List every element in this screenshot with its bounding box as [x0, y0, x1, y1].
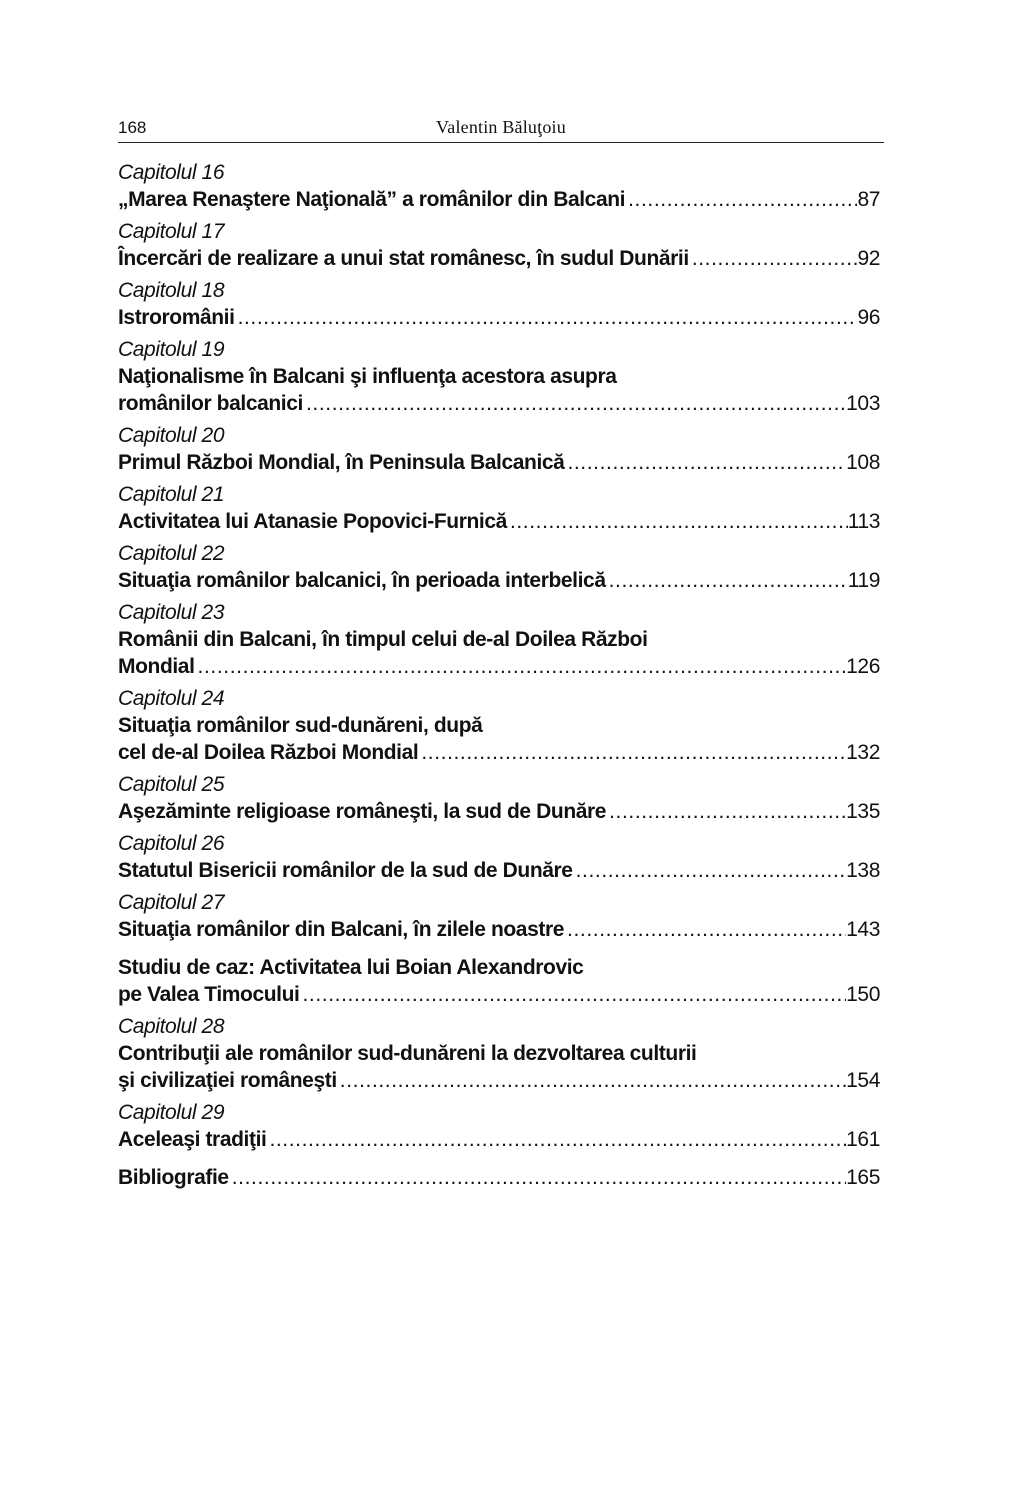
page-ref: 126	[846, 655, 880, 678]
chapter-label: Capitolul 24	[118, 687, 225, 710]
page-ref: 150	[846, 983, 880, 1006]
chapter-label: Capitolul 17	[118, 220, 225, 243]
toc-entry	[118, 481, 880, 540]
toc-entry	[118, 1164, 880, 1196]
page-ref: 165	[846, 1166, 880, 1189]
running-header	[118, 116, 884, 143]
toc-entry	[118, 422, 880, 481]
chapter-title-line: Statutul Bisericii românilor de la sud de Dunăre	[118, 859, 573, 882]
chapter-title-row	[118, 857, 880, 884]
chapter-title-row	[118, 508, 880, 535]
chapter-label: Capitolul 27	[118, 891, 225, 914]
dot-leader	[507, 508, 848, 535]
chapter-label: Capitolul 20	[118, 424, 225, 447]
page-number: 168	[118, 118, 147, 137]
dot-leader	[195, 653, 847, 680]
chapter-title-line: Contribuţii ale românilor sud-dunăreni la dezvoltarea culturii	[118, 1042, 697, 1065]
dot-leader	[303, 390, 846, 417]
dot-leader	[235, 304, 858, 331]
chapter-title-row	[118, 798, 880, 825]
chapter-label: Capitolul 22	[118, 542, 225, 565]
chapter-label: Capitolul 23	[118, 601, 225, 624]
chapter-title-line: Aceleaşi tradiţii	[118, 1128, 267, 1151]
chapter-title-line: Situaţia românilor din Balcani, în zilele noastre	[118, 918, 565, 941]
toc-entry	[118, 540, 880, 599]
chapter-title-row	[118, 245, 880, 272]
chapter-title-line: Bibliografie	[118, 1166, 229, 1189]
chapter-title-row	[118, 304, 880, 331]
chapter-title-line: „Marea Renaştere Naţională” a românilor din Balcani	[118, 188, 626, 211]
dot-leader	[299, 981, 846, 1008]
chapter-title-line: Românii din Balcani, în timpul celui de-al Doilea Război	[118, 628, 648, 651]
dot-leader	[689, 245, 858, 272]
chapter-label: Capitolul 21	[118, 483, 225, 506]
dot-leader	[606, 798, 846, 825]
chapter-title-line: românilor balcanici	[118, 392, 303, 415]
toc-entry	[118, 830, 880, 889]
chapter-title-row	[118, 653, 880, 680]
page-ref: 103	[846, 392, 880, 415]
chapter-title-line: Aşezăminte religioase româneşti, la sud de Dunăre	[118, 800, 607, 823]
chapter-label: Capitolul 18	[118, 279, 225, 302]
chapter-label: Capitolul 25	[118, 773, 225, 796]
page-ref: 108	[846, 451, 880, 474]
page-ref: 113	[847, 510, 880, 533]
chapter-title-line: Mondial	[118, 655, 195, 678]
toc-entry	[118, 1013, 880, 1099]
dot-leader	[229, 1164, 846, 1191]
chapter-title-line: Încercări de realizare a unui stat românesc, în sudul Dunării	[118, 247, 689, 270]
page-ref: 132	[846, 741, 880, 764]
chapter-title-row	[118, 981, 880, 1008]
chapter-title-line: Situaţia românilor balcanici, în perioada interbelică	[118, 569, 606, 592]
toc-entry	[118, 336, 880, 422]
chapter-title-row	[118, 1067, 880, 1094]
page-ref: 96	[857, 306, 880, 329]
chapter-title-row	[118, 1126, 880, 1153]
chapter-label: Capitolul 29	[118, 1101, 225, 1124]
dot-leader	[418, 739, 846, 766]
dot-leader	[573, 857, 847, 884]
page-ref: 154	[846, 1069, 880, 1092]
chapter-title-line: Istroromânii	[118, 306, 235, 329]
dot-leader	[266, 1126, 846, 1153]
toc-entry	[118, 218, 880, 277]
toc-entry	[118, 1099, 880, 1158]
chapter-title-line: Primul Război Mondial, în Peninsula Balcanică	[118, 451, 565, 474]
page-ref: 135	[846, 800, 880, 823]
chapter-label: Capitolul 28	[118, 1015, 225, 1038]
toc-entry	[118, 771, 880, 830]
chapter-title-line: Situaţia românilor sud-dunăreni, după	[118, 714, 483, 737]
chapter-title-line: pe Valea Timocului	[118, 983, 300, 1006]
chapter-title-row	[118, 567, 880, 594]
chapter-title-row	[118, 186, 880, 213]
chapter-title-line: Studiu de caz: Activitatea lui Boian Alexandrovic	[118, 956, 584, 979]
running-title: Valentin Băluţoiu	[436, 117, 566, 137]
page-ref: 143	[846, 918, 880, 941]
toc-entry	[118, 599, 880, 685]
dot-leader	[564, 449, 846, 476]
table-of-contents	[118, 159, 880, 1196]
chapter-label: Capitolul 16	[118, 161, 225, 184]
chapter-title-line: Activitatea lui Atanasie Popovici-Furnică	[118, 510, 507, 533]
toc-entry	[118, 954, 880, 1013]
page-ref: 119	[847, 569, 880, 592]
page-ref: 161	[846, 1128, 880, 1151]
dot-leader	[625, 186, 857, 213]
chapter-title-line: cel de-al Doilea Război Mondial	[118, 741, 419, 764]
chapter-title-row	[118, 390, 880, 417]
chapter-title-line: şi civilizaţiei româneşti	[118, 1069, 337, 1092]
dot-leader	[606, 567, 848, 594]
page-ref: 138	[846, 859, 880, 882]
dot-leader	[564, 916, 846, 943]
toc-entry	[118, 889, 880, 948]
chapter-title-row	[118, 739, 880, 766]
page-ref: 92	[857, 247, 880, 270]
chapter-title-row	[118, 916, 880, 943]
chapter-title-row	[118, 449, 880, 476]
chapter-title-line: Naţionalisme în Balcani şi influenţa acestora asupra	[118, 365, 617, 388]
toc-entry	[118, 159, 880, 218]
chapter-label: Capitolul 19	[118, 338, 225, 361]
page-ref: 87	[857, 188, 880, 211]
toc-entry	[118, 277, 880, 336]
chapter-title-row	[118, 1164, 880, 1191]
chapter-label: Capitolul 26	[118, 832, 225, 855]
toc-entry	[118, 685, 880, 771]
dot-leader	[337, 1067, 846, 1094]
